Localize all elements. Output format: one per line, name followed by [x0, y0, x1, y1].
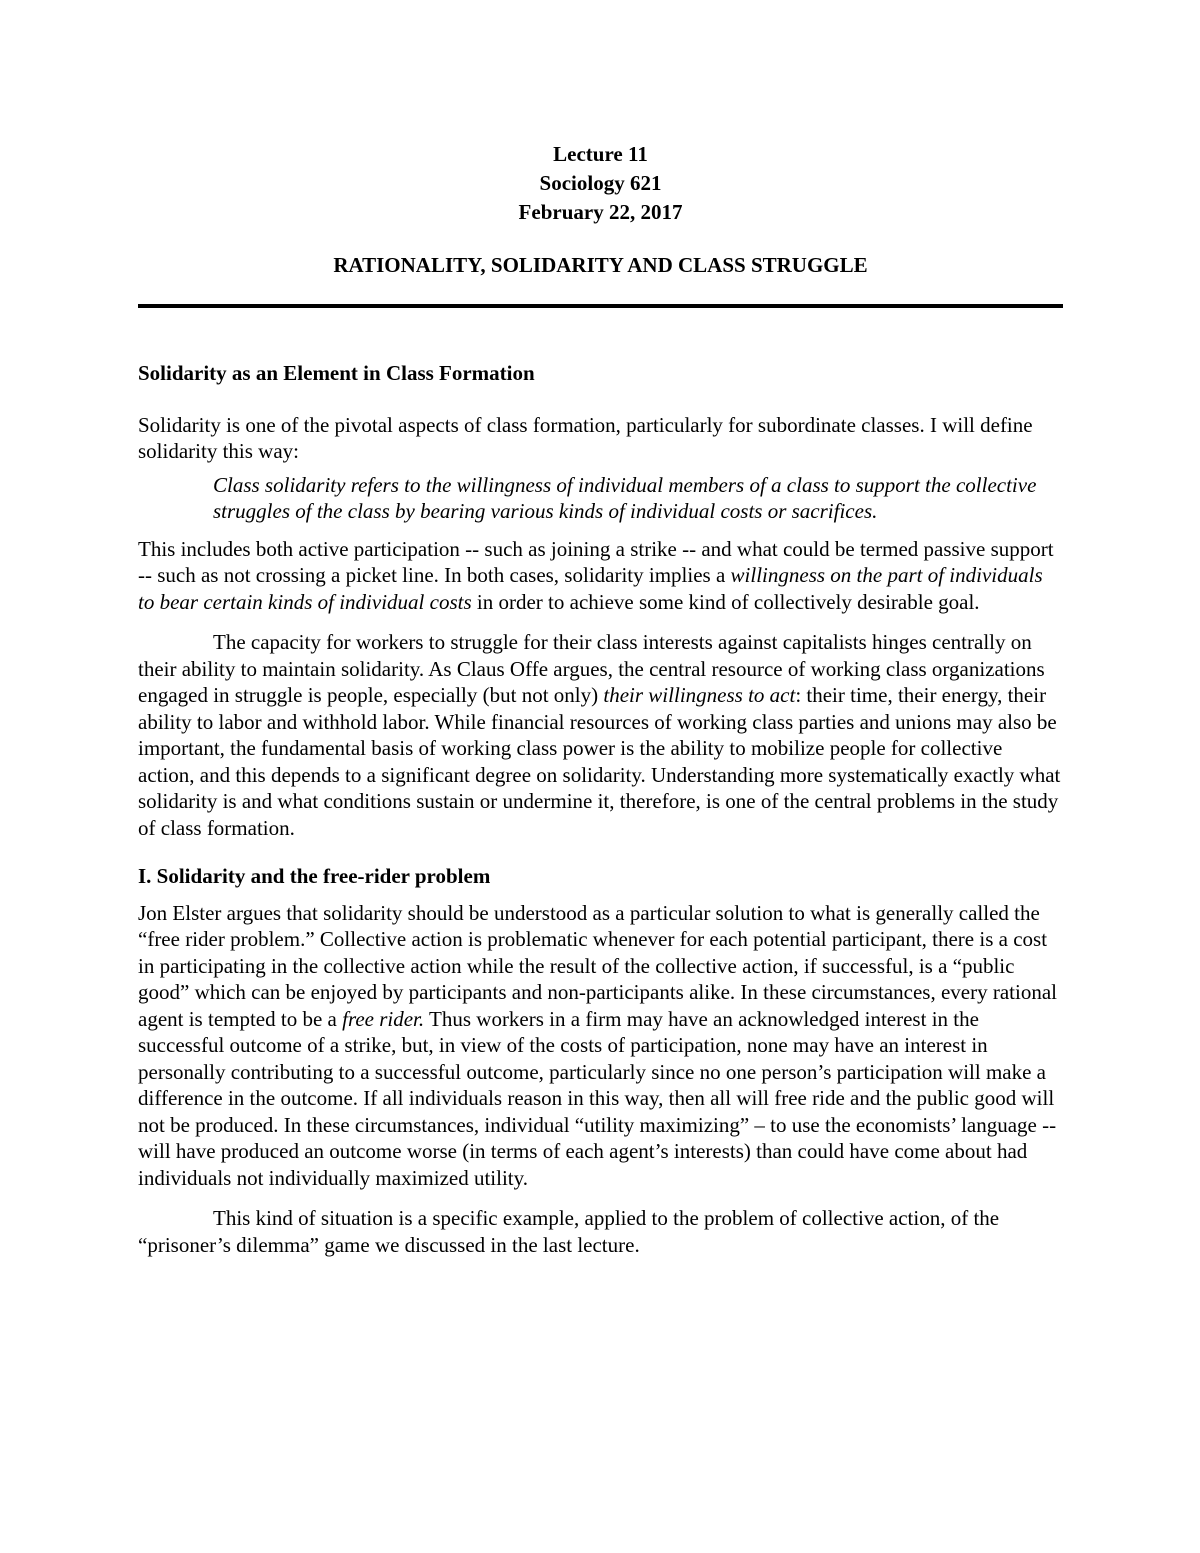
- paragraph-elster: [138, 900, 1063, 1192]
- document-page: [138, 140, 1063, 1258]
- section-heading-free-rider: I. Solidarity and the free-rider problem: [138, 864, 491, 888]
- lecture-header: [138, 140, 1063, 227]
- paragraph-text: in order to achieve some kind of collectively desirable goal.: [471, 589, 980, 614]
- paragraph-text: This includes both active participation -- such as joining a strike -- and what could be termed passive support -- such as not crossing a picket line. In both cases, solidarity implies a: [138, 536, 1054, 587]
- paragraph-prisoners-dilemma: This kind of situation is a specific example, applied to the problem of collective action, of the “prisoner’s dilemma” game we discussed in the last lecture.: [138, 1206, 1000, 1257]
- emphasis-text: their willingness to act: [603, 683, 796, 707]
- emphasis-text: willingness on the part of individuals to bear certain kinds of individual costs: [138, 563, 1043, 614]
- course-name: Sociology 621: [539, 171, 662, 195]
- lecture-date: February 22, 2017: [518, 200, 683, 224]
- paragraph-capacity: [138, 629, 1063, 841]
- paragraph-text: The capacity for workers to struggle for their class interests against capitalists hinges centrally on their ability to maintain solidarity. As Claus Offe argues, the central resource of working class organizations engaged in struggle is people, especially (but not only): [138, 630, 1045, 707]
- section-heading-solidarity: Solidarity as an Element in Class Formation: [138, 361, 535, 385]
- paragraph-text: Jon Elster argues that solidarity should be understood as a particular solution to what is generally called the “free rider problem.” Collective action is problematic whenever for each potential participant, there is a cost in participating in the collective action while the result of the collective action, if successful, is a “public good” which can be enjoyed by participants and non-participants alike. In these circumstances, every rational agent is tempted to be a: [138, 900, 1057, 1031]
- definition-quote: Class solidarity refers to the willingness of individual members of a class to support the collective struggles of the class by bearing various kinds of individual costs or sacrifices.: [213, 472, 1037, 523]
- paragraph-text: : their time, their energy, their ability to labor and withhold labor. While financial resources of working class parties and unions may also be important, the fundamental basis of working class power is the ability to mobilize people for collective action, and this depends to a significant degree on solidarity. Understanding more systematically exactly what solidarity is and what conditions sustain or undermine it, therefore, is one of the central problems in the study of class formation.: [138, 683, 1061, 840]
- paragraph-intro: Solidarity is one of the pivotal aspects of class formation, particularly for subordinate classes. I will define solidarity this way:: [138, 412, 1033, 463]
- document-title: RATIONALITY, SOLIDARITY AND CLASS STRUGGLE: [333, 253, 868, 277]
- emphasis-text: free rider.: [342, 1006, 425, 1031]
- paragraph-participation: [138, 536, 1063, 616]
- title-divider: [138, 304, 1063, 308]
- paragraph-text: Thus workers in a firm may have an acknowledged interest in the successful outcome of a strike, but, in view of the costs of participation, none may have an interest in personally contributing to a successful outcome, particularly since no one person’s participation will make a difference in the outcome. If all individuals reason in this way, then all will free ride and the public good will not be produced. In these circumstances, individual “utility maximizing” – to use the economists’ language -- will have produced an outcome worse (in terms of each agent’s interests) than could have come about had individuals not individually maximized utility.: [138, 1006, 1057, 1190]
- lecture-number: Lecture 11: [553, 142, 648, 166]
